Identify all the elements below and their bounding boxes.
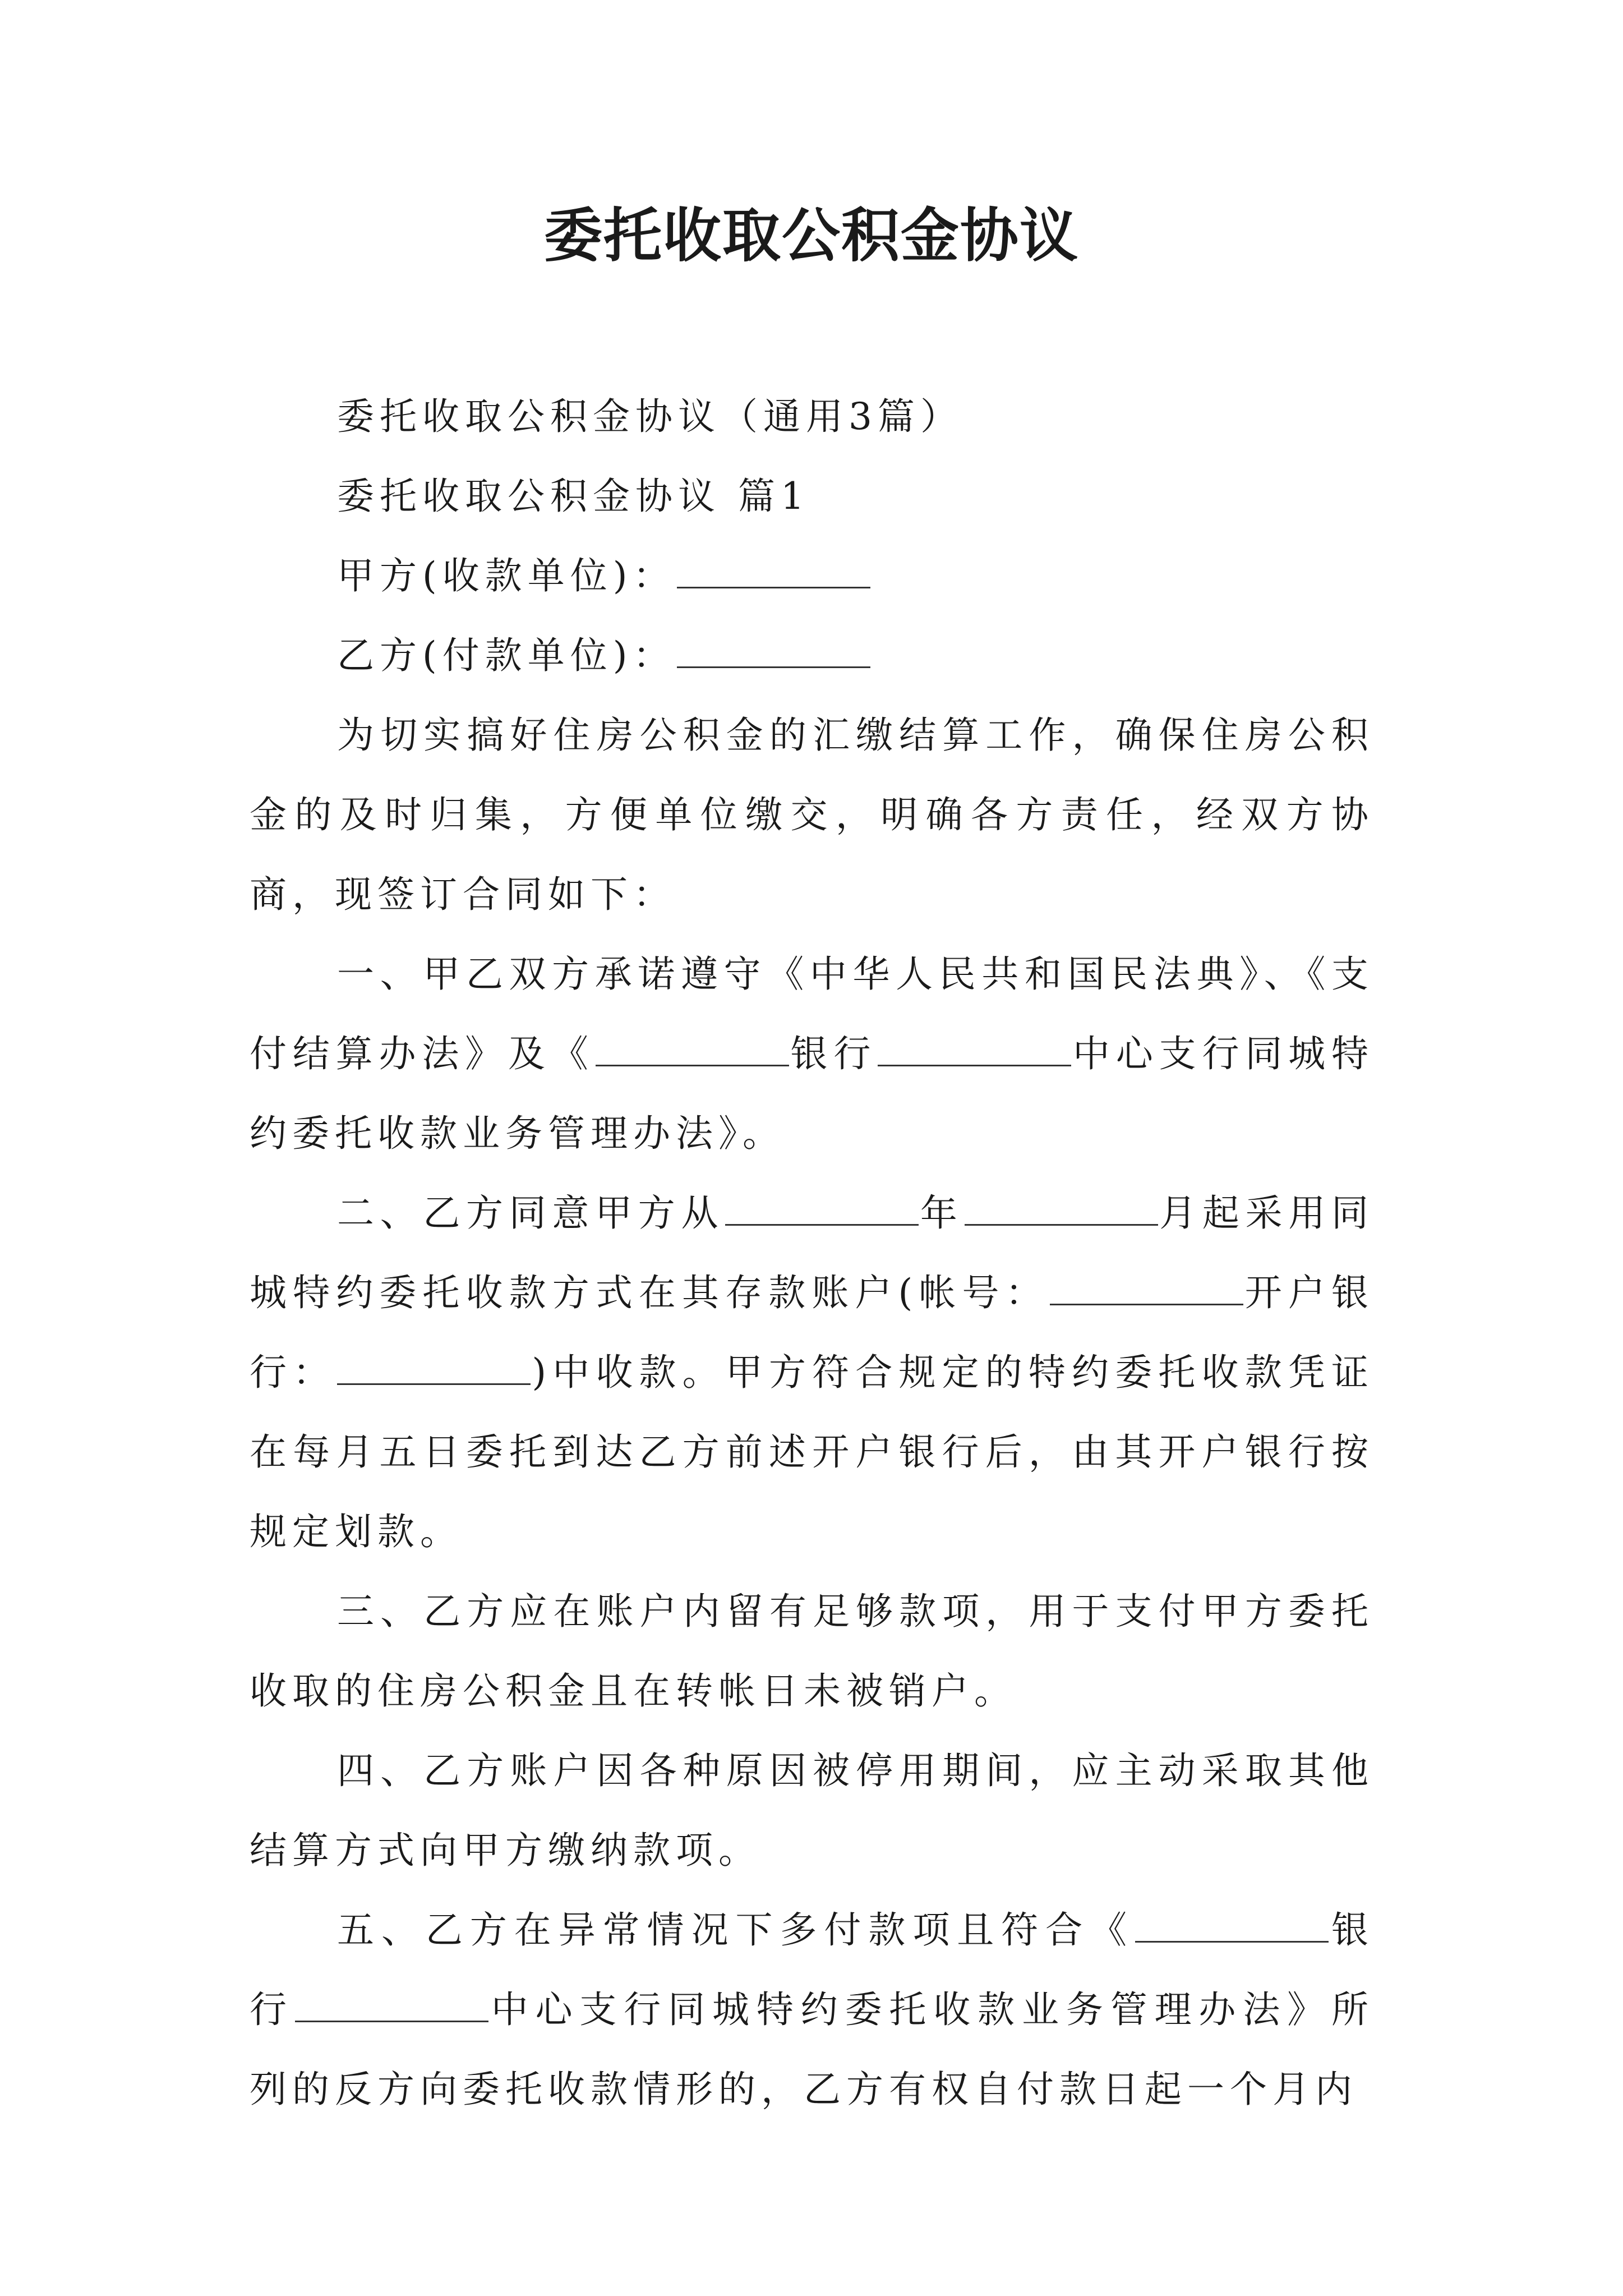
paragraph-text: 委托收取公积金协议（通用3篇） — [337, 395, 963, 438]
fill-in-blank — [725, 1223, 919, 1226]
paragraph-text: 年 — [920, 1191, 963, 1235]
paragraph-text: 开户银行： — [250, 1271, 1375, 1394]
paragraph-text: 银行 — [250, 1908, 1375, 2031]
paragraph — [250, 616, 1374, 696]
paragraph — [250, 1174, 1374, 1572]
fill-in-blank — [878, 1064, 1071, 1066]
paragraph — [250, 696, 1374, 935]
paragraph — [250, 1572, 1374, 1731]
fill-in-blank — [677, 586, 870, 588]
fill-in-blank — [1050, 1303, 1243, 1305]
fill-in-blank — [295, 2020, 488, 2022]
paragraph-text: 委托收取公积金协议 篇1 — [337, 475, 810, 518]
paragraph — [250, 935, 1374, 1174]
paragraph — [250, 457, 1374, 536]
paragraph-text: 月起采用同城特约委托收款方式在其存款账户(帐号： — [250, 1191, 1374, 1314]
paragraph-text: 银行 — [790, 1032, 877, 1075]
paragraph-text: 五、乙方在异常情况下多付款项且符合《 — [337, 1908, 1135, 1952]
document-title: 委托收取公积金协议 — [543, 201, 1079, 270]
paragraph-text: 甲方(收款单位)： — [337, 554, 676, 597]
paragraph — [250, 536, 1374, 616]
fill-in-blank — [1135, 1940, 1329, 1943]
fill-in-blank — [965, 1223, 1158, 1226]
fill-in-blank — [337, 1383, 531, 1385]
fill-in-blank — [677, 666, 870, 668]
paragraph-text: 一、甲乙双方承诺遵守《中华人民共和国民法典》、《支付结算办法》及《 — [250, 953, 1374, 1075]
paragraph-text: 乙方(付款单位)： — [337, 634, 676, 677]
paragraph-text: 中心支行同城特约委托收款业务管理办法》所列的反方向委托收款情形的，乙方有权自付款日起一个月内 — [250, 1988, 1375, 2111]
paragraph-text: 三、乙方应在账户内留有足够款项，用于支付甲方委托收取的住房公积金且在转帐日未被销户。 — [250, 1590, 1374, 1713]
paragraph — [250, 377, 1374, 457]
paragraph-text: 中心支行同城特约委托收款业务管理办法》。 — [250, 1032, 1375, 1155]
paragraph — [250, 1890, 1374, 2129]
document-body — [250, 377, 1374, 2129]
paragraph-text: 四、乙方账户因各种原因被停用期间，应主动采取其他结算方式向甲方缴纳款项。 — [250, 1749, 1374, 1872]
paragraph — [250, 1731, 1374, 1890]
fill-in-blank — [596, 1064, 789, 1066]
paragraph-text: )中收款。甲方符合规定的特约委托收款凭证在每月五日委托到达乙方前述开户银行后，由其开户银行按规定划款。 — [250, 1351, 1375, 1553]
paragraph-text: 为切实搞好住房公积金的汇缴结算工作，确保住房公积金的及时归集，方便单位缴交，明确各方责任，经双方协商，现签订合同如下： — [250, 714, 1374, 916]
paragraph-text: 二、乙方同意甲方从 — [337, 1191, 725, 1235]
